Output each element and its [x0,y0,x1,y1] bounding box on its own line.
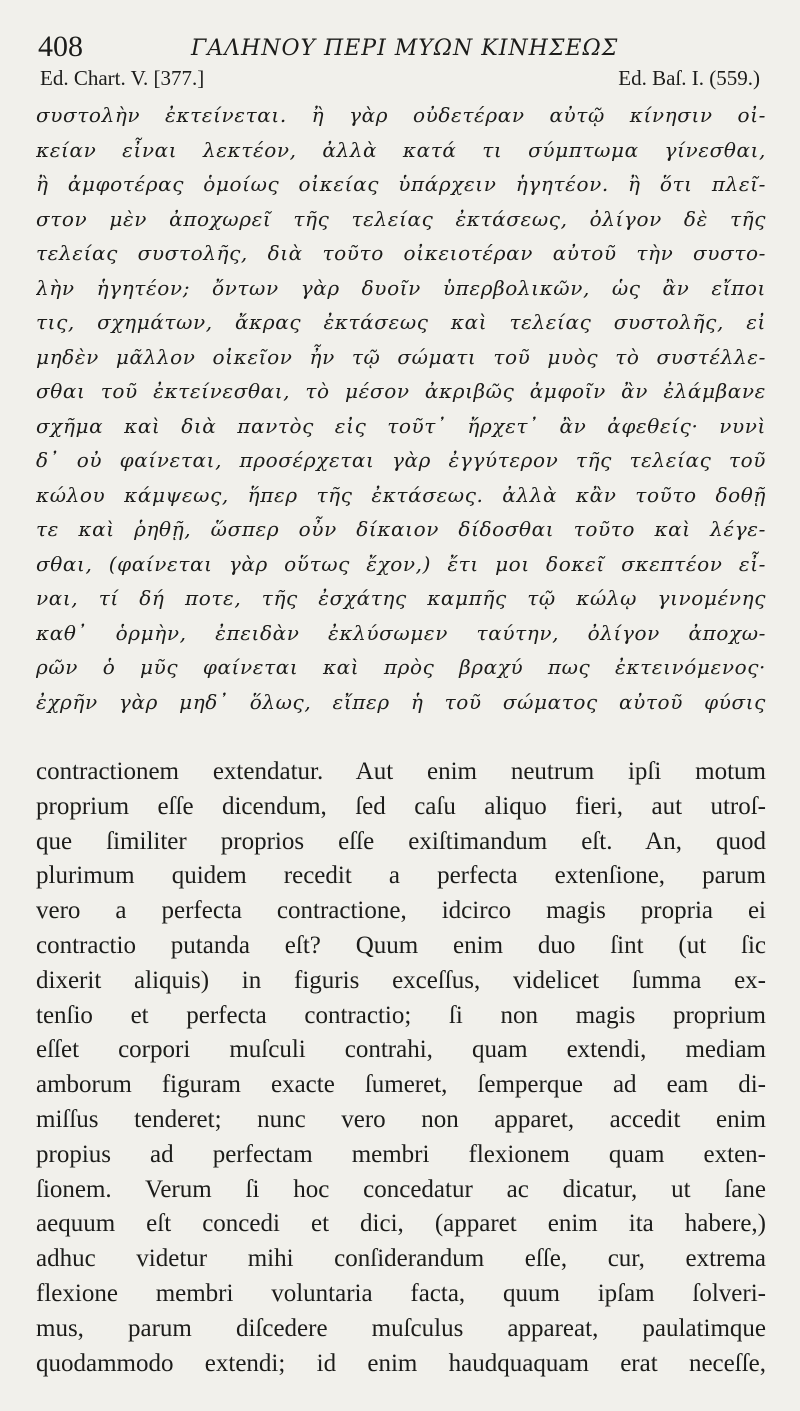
greek-line: σθαι, (φαίνεται γὰρ οὕτως ἔχον,) ἔτι μοι δοκεῖ σκεπτέον εἶ- [36,551,766,576]
latin-line: eſſet corpori muſculi contrahi, quam extendi, mediam [36,1036,766,1064]
greek-line: σχῆμα καὶ διὰ παντὸς εἰς τοῦτ᾽ ἤρχετ᾽ ἂν ἀφεθείς· νυνὶ [36,413,766,438]
greek-line: μηδὲν μᾶλλον οἰκεῖον ἦν τῷ σώματι τοῦ μυὸς τὸ συστέλλε- [36,344,766,369]
latin-line: mus, parum diſcedere muſculus appareat, paulatimque [36,1314,766,1342]
greek-line: ἢ ἀμφοτέρας ὁμοίως οἰκείας ὑπάρχειν ἡγητέον. ἢ ὅτι πλεῖ- [36,172,766,196]
latin-line: tenſio et perfecta contractio; ſi non magis proprium [36,1001,766,1029]
latin-line: que ſimiliter proprios eſſe exiſtimandum eſt. An, quod [36,827,766,855]
greek-line: συστολὴν ἐκτείνεται. ἢ γὰρ οὐδετέραν αὐτῷ κίνησιν οἰ- [36,103,766,127]
greek-line: ναι, τί δή ποτε, τῆς ἐσχάτης καμπῆς τῷ κώλῳ γινομένης [36,586,766,610]
latin-line: miſſus tenderet; nunc vero non apparet, accedit enim [36,1105,766,1133]
latin-line: proprium eſſe dicendum, ſed caſu aliquo fieri, aut utroſ- [36,792,766,820]
greek-line: τελείας συστολῆς, διὰ τοῦτο οἰκειοτέραν αὐτοῦ τὴν συστο- [36,241,766,265]
latin-line: flexione membri voluntaria facta, quum ipſam ſolveri- [36,1279,766,1307]
latin-line: contractio putanda eſt? Quum enim duo ſint (ut ſic [36,931,766,959]
greek-line: ἐχρῆν γὰρ μηδ᾽ ὅλως, εἴπερ ἡ τοῦ σώματος αὐτοῦ φύσις [36,689,766,714]
latin-line: ſionem. Verum ſi hoc concedatur ac dicatur, ut ſane [36,1175,766,1203]
greek-line: στον μὲν ἀποχωρεῖ τῆς τελείας ἐκτάσεως, ὀλίγον δὲ τῆς [36,206,766,231]
latin-line: aequum eſt concedi et dici, (apparet enim ita habere,) [36,1210,766,1238]
edition-reference-left: Ed. Chart. V. [377.] [40,66,205,90]
greek-line: σθαι τοῦ ἐκτείνεσθαι, τὸ μέσον ἀκριβῶς ἀμφοῖν ἂν ἐλάμβανε [36,379,766,403]
latin-line: amborum figuram exacte ſumeret, ſemperque ad eam di- [36,1071,766,1099]
greek-line: τις, σχημάτων, ἄκρας ἐκτάσεως καὶ τελείας συστολῆς, εἰ [36,310,766,334]
page-title: ΓΑΛΗΝΟΥ ΠΕΡΙ ΜΥΩΝ ΚΙΝΗΣΕΩΣ [191,36,619,61]
greek-line: λὴν ἡγητέον; ὄντων γὰρ δυοῖν ὑπερβολικῶν, ὡς ἂν εἴποι [36,275,766,300]
page-number: 408 [38,30,83,63]
latin-line: contractionem extendatur. Aut enim neutrum ipſi motum [36,758,766,785]
latin-text-block [36,755,766,1381]
greek-line: ρῶν ὁ μῦς φαίνεται καὶ πρὸς βραχύ πως ἐκτεινόμενος· [36,655,766,679]
latin-line: quodammodo extendi; id enim haudquaquam erat neceſſe, [36,1349,766,1377]
latin-line: propius ad perfectam membri flexionem quam exten- [36,1140,766,1168]
greek-line: τε καὶ ῥηθῇ, ὥσπερ οὖν δίκαιον δίδοσθαι τοῦτο καὶ λέγε- [36,517,766,541]
latin-line: vero a perfecta contractione, idcirco magis propria ei [36,897,766,925]
greek-line: κείαν εἶναι λεκτέον, ἀλλὰ κατά τι σύμπτωμα γίνεσθαι, [36,137,766,162]
edition-reference-line [36,66,766,94]
edition-reference-right: Ed. Baſ. I. (559.) [618,66,760,90]
greek-line: κώλου κάμψεως, ἥπερ τῆς ἐκτάσεως. ἀλλὰ κἂν τοῦτο δοθῇ [36,482,766,507]
greek-line: δ᾽ οὐ φαίνεται, προσέρχεται γὰρ ἐγγύτερον τῆς τελείας τοῦ [36,448,766,472]
greek-line: καθ᾽ ὁρμὴν, ἐπειδὰν ἐκλύσωμεν ταύτην, ὀλίγον ἀποχω- [36,620,766,645]
latin-line: dixerit aliquis) in figuris exceſſus, videlicet ſumma ex- [36,966,766,994]
greek-text-block [36,98,766,719]
latin-line: plurimum quidem recedit a perfecta extenſione, parum [36,862,766,890]
latin-line: adhuc videtur mihi conſiderandum eſſe, cur, extrema [36,1245,766,1273]
running-head [36,26,766,66]
